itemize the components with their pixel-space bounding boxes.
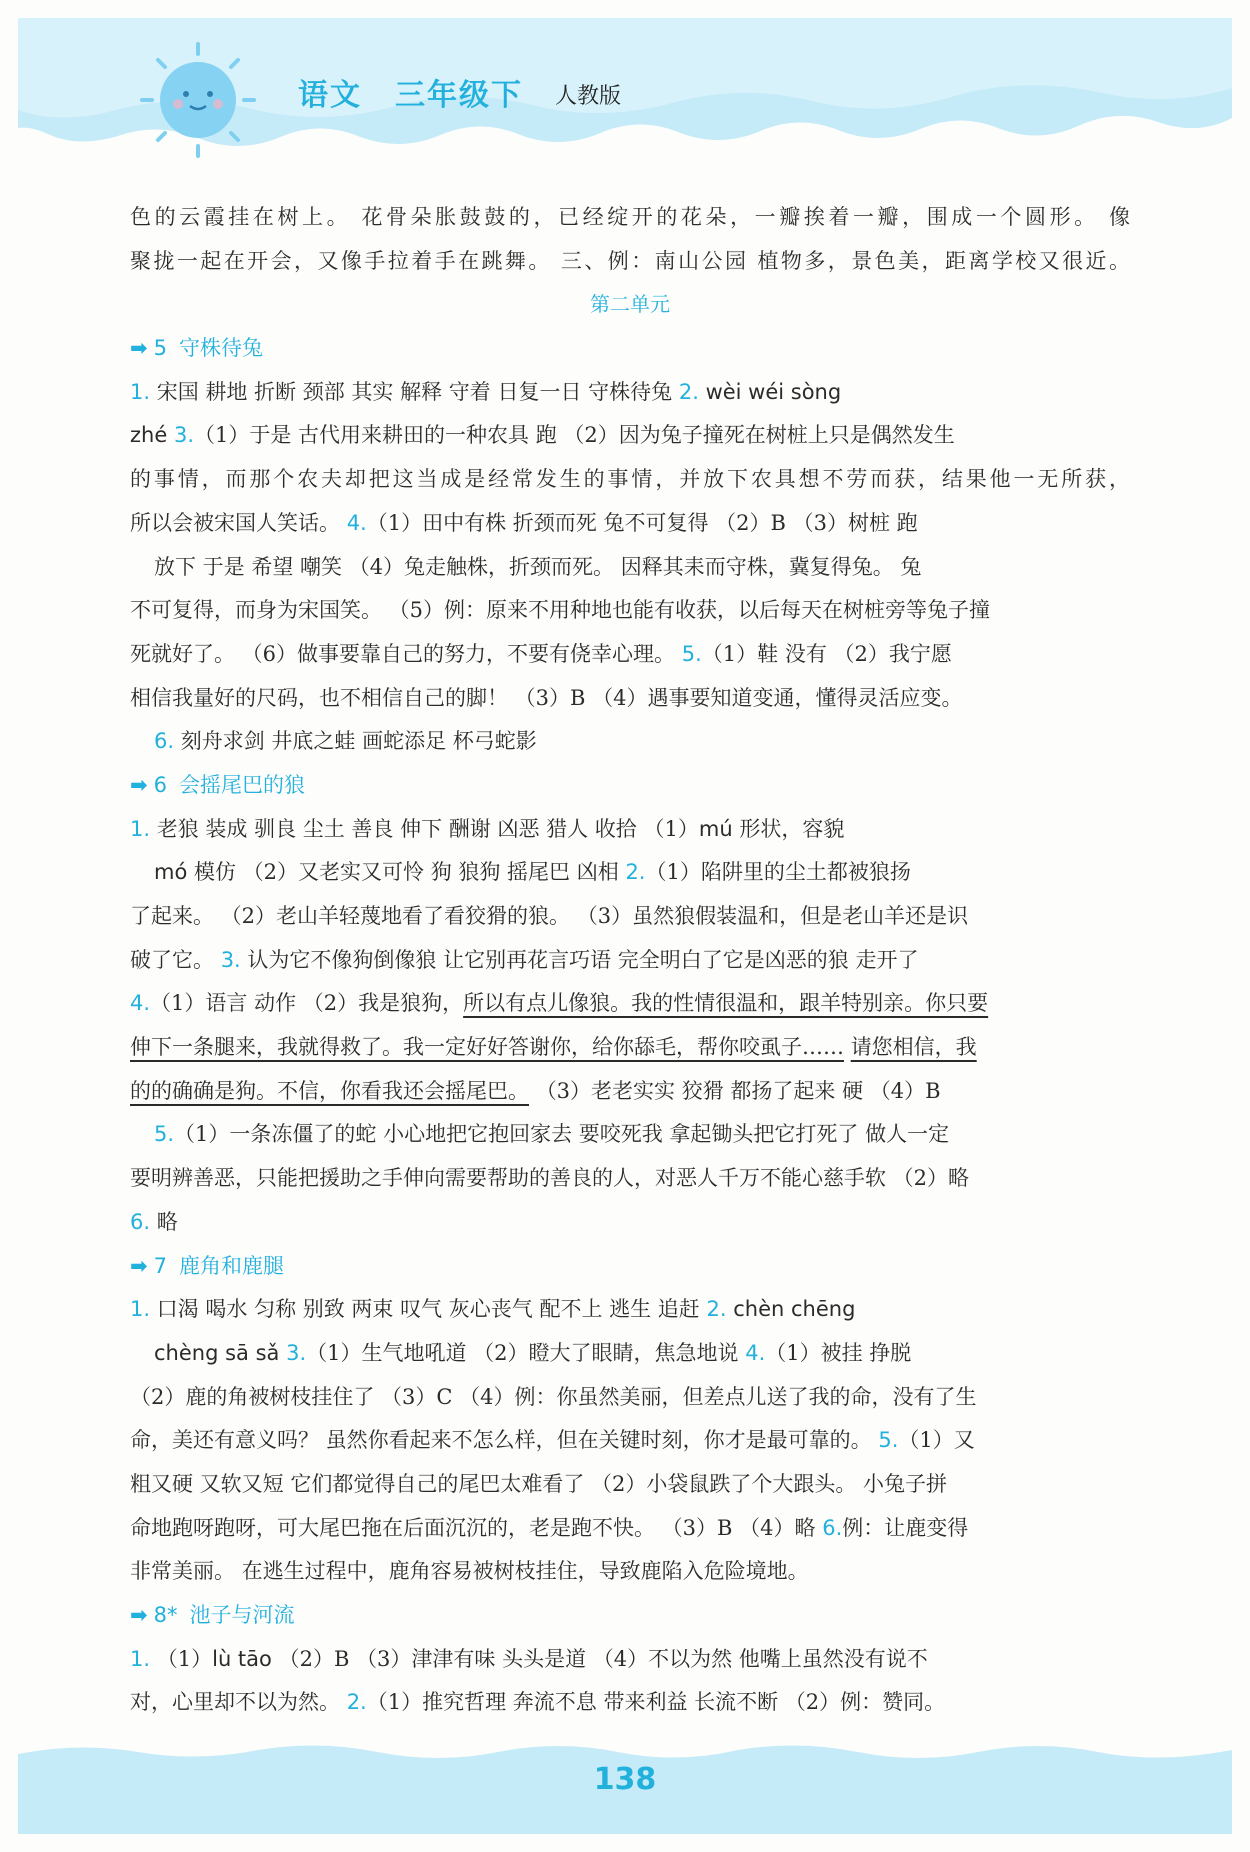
text-line: 放下 于是 希望 嘲笑 （4）兔走触株，折颈而死。 因释其耒而守株，冀复得兔。 兔 xyxy=(154,554,922,579)
text-line: 命，美还有意义吗？ 虽然你看起来不怎么样，但在关键时刻，你才是最可靠的。 5.（1）又 xyxy=(130,1428,975,1453)
sun-mascot-icon xyxy=(138,40,258,160)
text-line: mó 模仿 （2）又老实又可怜 狗 狼狗 摇尾巴 凶相 2.（1）陷阱里的尘土都被狼扬 xyxy=(154,860,911,885)
arrow-icon: ➡ xyxy=(130,336,148,361)
unit-title: 第二单元 xyxy=(590,292,670,317)
text-line: 1. 口渴 喝水 匀称 别致 两束 叹气 灰心丧气 配不上 逃生 追赶 2. chèn chēng xyxy=(130,1297,856,1322)
text-line: 相信我量好的尺码，也不相信自己的脚！ （3）B （4）遇事要知道变通，懂得灵活应变。 xyxy=(130,685,963,710)
lesson-number: 5 xyxy=(153,336,167,361)
text-line: 粗又硬 又软又短 它们都觉得自己的尾巴太难看了 （2）小袋鼠跌了个大跟头。 小兔子拼 xyxy=(130,1471,948,1496)
text-line: 1. 老狼 装成 驯良 尘土 善良 伸下 酬谢 凶恶 猎人 收拾 （1）mú 形状，容貌 xyxy=(130,816,845,841)
page-header xyxy=(0,0,1250,160)
lesson-number: 6 xyxy=(153,772,167,797)
text-line: 非常美丽。 在逃生过程中，鹿角容易被树枝挂住，导致鹿陷入危险境地。 xyxy=(130,1559,809,1584)
edition-label: 人教版 xyxy=(555,84,622,109)
text-line: 6. 略 xyxy=(130,1209,178,1234)
text-line: 要明辨善恶，只能把援助之手伸向需要帮助的善良的人，对恶人千万不能心慈手软 （2）略 xyxy=(130,1166,970,1191)
lesson-heading xyxy=(130,1245,1130,1289)
text-line: 伸下一条腿来，我就得救了。我一定好好答谢你，给你舔毛，帮你咬虱子…… 请您相信，我 xyxy=(130,1035,977,1060)
lesson-number: 7 xyxy=(153,1253,167,1278)
lesson-title: 守株待兔 xyxy=(178,336,263,361)
text-line: 对，心里却不以为然。 2.（1）推究哲理 奔流不息 带来利益 长流不断 （2）例：赞同。 xyxy=(130,1690,946,1715)
text-line: 5.（1）一条冻僵了的蛇 小心地把它抱回家去 要咬死我 拿起锄头把它打死了 做人一定 xyxy=(154,1122,950,1147)
lesson-heading xyxy=(130,764,1130,808)
text-line: 的的确确是狗。不信，你看我还会摇尾巴。 （3）老老实实 狡猾 都扬了起来 硬 （4）B xyxy=(130,1078,941,1103)
text-line: 色的云霞挂在树上。 花骨朵胀鼓鼓的，已经绽开的花朵，一瓣挨着一瓣，围成一个圆形。 像 xyxy=(130,205,1130,229)
page-number: 138 xyxy=(593,1762,657,1797)
lesson-heading xyxy=(130,1594,1130,1638)
lesson-number: 8* xyxy=(153,1603,178,1627)
text-line: zhé 3.（1）于是 古代用来耕田的一种农具 跑 （2）因为兔子撞死在树桩上只是偶然发生 xyxy=(130,423,955,448)
lesson-title: 鹿角和鹿腿 xyxy=(178,1253,284,1278)
text-line: 4.（1）语言 动作 （2）我是狼狗，所以有点儿像狼。我的性情很温和，跟羊特别亲。你只要 xyxy=(130,991,989,1016)
arrow-icon: ➡ xyxy=(130,1253,148,1278)
text-line: 破了它。 3. 认为它不像狗倒像狼 让它别再花言巧语 完全明白了它是凶恶的狼 走开了 xyxy=(130,947,919,972)
text-line: 6. 刻舟求剑 井底之蛙 画蛇添足 杯弓蛇影 xyxy=(154,729,537,754)
text-line: 1. （1）lù tāo （2）B （3）津津有味 头头是道 （4）不以为然 他嘴上虽然没有说不 xyxy=(130,1646,928,1671)
arrow-icon: ➡ xyxy=(130,772,148,797)
grade-title: 三年级下 xyxy=(395,78,523,113)
text-line: 1. 宋国 耕地 折断 颈部 其实 解释 守着 日复一日 守株待兔 2. wèi wéi sòng xyxy=(130,379,842,404)
lesson-heading xyxy=(130,327,1130,371)
text-line: 所以会被宋国人笑话。 4.（1）田中有株 折颈而死 兔不可复得 （2）B （3）树桩 跑 xyxy=(130,510,918,535)
subject-title: 语文 xyxy=(298,78,362,113)
text-line: 的事情，而那个农夫却把这当成是经常发生的事情，并放下农具想不劳而获，结果他一无所获， xyxy=(130,467,1130,492)
text-line: 不可复得，而身为宋国笑。 （5）例：原来不用种地也能有收获，以后每天在树桩旁等兔子撞 xyxy=(130,598,991,623)
arrow-icon: ➡ xyxy=(130,1603,148,1627)
text-line: 了起来。 （2）老山羊轻蔑地看了看狡猾的狼。 （3）虽然狼假装温和，但是老山羊还是识 xyxy=(130,904,969,928)
text-line: chèng sā sǎ 3.（1）生气地吼道 （2）瞪大了眼睛，焦急地说 4.（1）被挂 挣脱 xyxy=(154,1340,912,1365)
text-line: 聚拢一起在开会，又像手拉着手在跳舞。 三、例：南山公园 植物多，景色美，距离学校又很近。 xyxy=(130,248,1130,273)
text-line: 死就好了。 （6）做事要靠自己的努力，不要有侥幸心理。 5.（1）鞋 没有 （2）我宁愿 xyxy=(130,641,952,666)
lesson-title: 池子与河流 xyxy=(189,1603,295,1627)
lesson-title: 会摇尾巴的狼 xyxy=(178,772,305,797)
answer-content xyxy=(130,196,1130,1725)
text-line: 命地跑呀跑呀，可大尾巴拖在后面沉沉的，老是跑不快。 （3）B （4）略 6.例：让鹿变得 xyxy=(130,1515,969,1540)
text-line: （2）鹿的角被树枝挂住了 （3）C （4）例：你虽然美丽，但差点儿送了我的命，没有了生 xyxy=(130,1384,977,1409)
